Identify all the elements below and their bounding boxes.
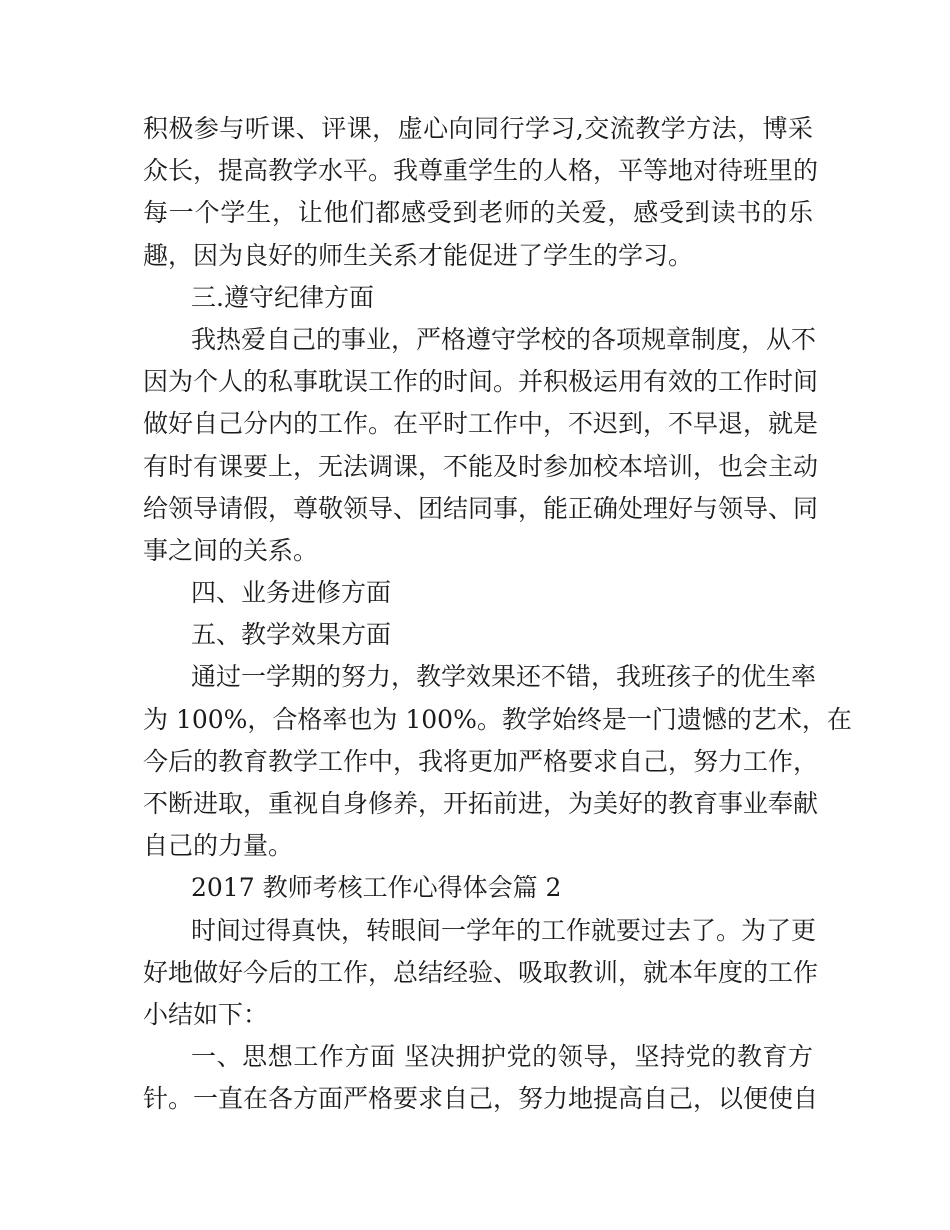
text-line: 自己的力量。	[143, 831, 294, 861]
text-line: 2017 教师考核工作心得体会篇 2	[191, 873, 562, 903]
text-line: 好地做好今后的工作，总结经验、吸取教训，就本年度的工作	[143, 957, 819, 987]
text-line: 四、业务进修方面	[191, 578, 392, 608]
text-line: 趣，因为良好的师生关系才能促进了学生的学习。	[143, 240, 694, 270]
text-line: 五、教学效果方面	[191, 620, 392, 650]
text-line: 给领导请假，尊敬领导、团结同事，能正确处理好与领导、同	[143, 493, 819, 523]
text-line: 每一个学生，让他们都感受到老师的关爱，感受到读书的乐	[143, 198, 813, 228]
text-line: 针。一直在各方面严格要求自己，努力地提高自己，以便使自	[143, 1084, 819, 1114]
text-line: 事之间的关系。	[143, 535, 319, 565]
document-body	[143, 108, 852, 1121]
text-line: 今后的教育教学工作中，我将更加严格要求自己，努力工作，	[143, 746, 819, 776]
text-line: 因为个人的私事耽误工作的时间。并积极运用有效的工作时间	[143, 367, 819, 397]
text-line: 三.遵守纪律方面	[191, 282, 374, 312]
text-line: 有时有课要上，无法调课，不能及时参加校本培训，也会主动	[143, 451, 819, 481]
text-line: 众长，提高教学水平。我尊重学生的人格，平等地对待班里的	[143, 156, 819, 186]
text-line: 做好自己分内的工作。在平时工作中，不迟到，不早退，就是	[143, 409, 819, 439]
text-line: 积极参与听课、评课，虚心向同行学习,交流教学方法，博采	[143, 114, 813, 143]
text-line: 小结如下：	[143, 999, 269, 1029]
text-line: 时间过得真快，转眼间一学年的工作就要过去了。为了更	[191, 915, 817, 945]
text-line: 一、思想工作方面 坚决拥护党的领导，坚持党的教育方	[191, 1042, 813, 1072]
text-line: 为 100%，合格率也为 100%。教学始终是一门遗憾的艺术，在	[143, 704, 852, 734]
text-line: 我热爱自己的事业，严格遵守学校的各项规章制度，从不	[191, 324, 817, 354]
text-line: 不断进取，重视自身修养，开拓前进，为美好的教育事业奉献	[143, 789, 819, 818]
text-line: 通过一学期的努力，教学效果还不错，我班孩子的优生率	[191, 662, 817, 692]
